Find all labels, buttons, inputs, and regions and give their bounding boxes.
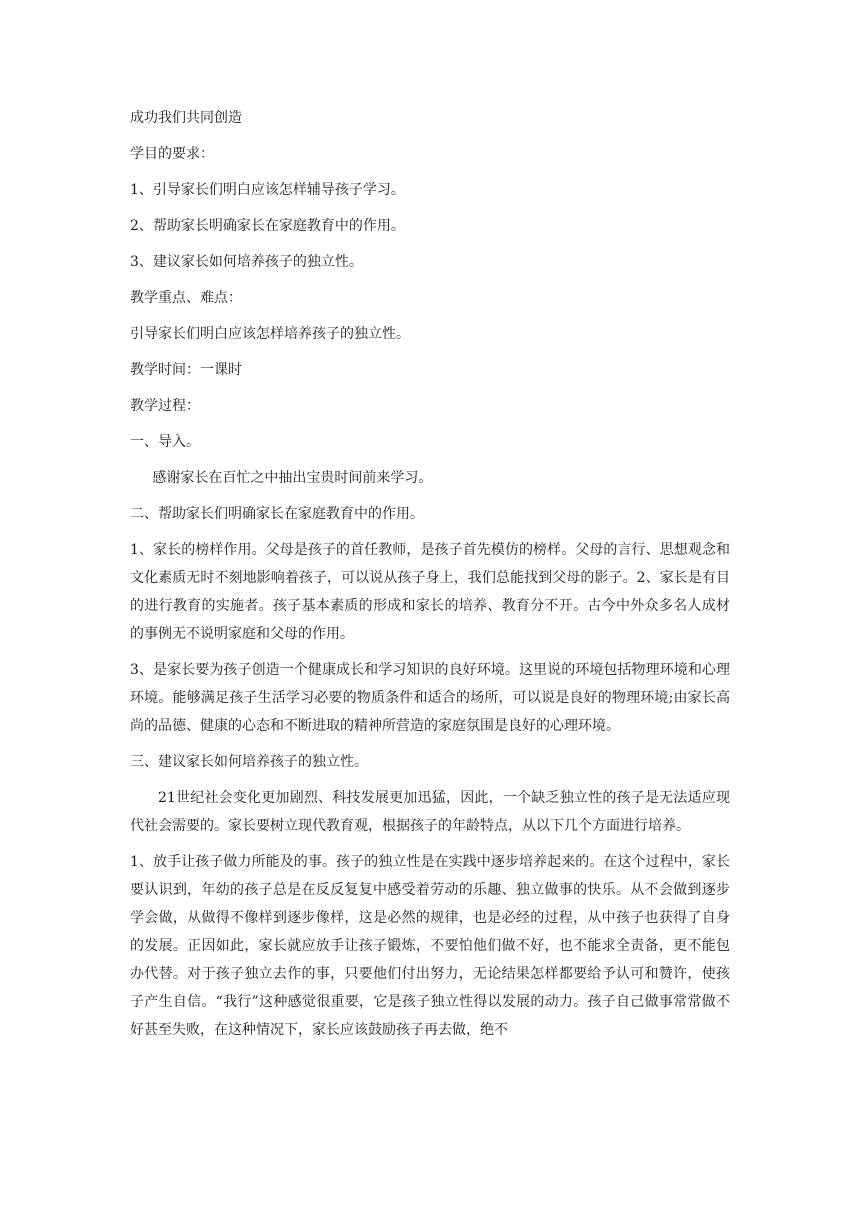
goal-item-1: 1、引导家长们明白应该怎样辅导孩子学习。 [130, 182, 405, 198]
section1-text: 感谢家长在百忙之中抽出宝贵时间前来学习。 [152, 470, 433, 486]
goal-item-3: 3、建议家长如何培养孩子的独立性。 [130, 254, 363, 270]
goals-heading: 学目的要求： [130, 146, 214, 162]
section3-intro: 21世纪社会变化更加剧烈、科技发展更加迅猛，因此，一个缺乏独立性的孩子是无法适应现代社会需要的。家长要树立现代教育观，根据孩子的年龄特点，从以下几个方面进行培养。 [130, 790, 730, 834]
section2-paragraph-2: 3、是家长要为孩子创造一个健康成长和学习知识的良好环境。这里说的环境包括物理环境和心理环境。能够满足孩子生活学习必要的物质条件和适合的场所，可以说是良好的物理环境;由家长高尚的品德、健康的心态和不断进取的精神所营造的家庭氛围是良好的心理环境。 [130, 662, 730, 734]
section2-paragraph-1: 1、家长的榜样作用。父母是孩子的首任教师，是孩子首先模仿的榜样。父母的言行、思想观念和文化素质无时不刻地影响着孩子，可以说从孩子身上，我们总能找到父母的影子。2、家长是有目的进行教育的实施者。孩子基本素质的形成和家长的培养、教育分不开。古今中外众多名人成材的事例无不说明家庭和父母的作用。 [130, 542, 730, 642]
process-heading: 教学过程： [130, 398, 200, 414]
section1-heading: 一、导入。 [130, 434, 200, 450]
focus-heading: 教学重点、难点： [130, 290, 242, 306]
document-page [130, 104, 730, 1052]
goal-item-2: 2、帮助家长明确家长在家庭教育中的作用。 [130, 218, 405, 234]
time-text: 教学时间：一课时 [130, 362, 242, 378]
focus-text: 引导家长们明白应该怎样培养孩子的独立性。 [130, 326, 410, 342]
document-title: 成功我们共同创造 [130, 110, 242, 126]
section3-heading: 三、建议家长如何培养孩子的独立性。 [130, 754, 368, 770]
section3-paragraph-1: 1、放手让孩子做力所能及的事。孩子的独立性是在实践中逐步培养起来的。在这个过程中，家长要认识到，年幼的孩子总是在反反复复中感受着劳动的乐趣、独立做事的快乐。从不会做到逐步学会做，从做得不像样到逐步像样，这是必然的规律，也是必经的过程，从中孩子也获得了自身的发展。正因如此，家长就应放手让孩子锻炼，不要怕他们做不好，也不能求全责备，更不能包办代替。对于孩子独立去作的事，只要他们付出努力，无论结果怎样都要给予认可和赞许，使孩子产生自信。“我行”这种感觉很重要，它是孩子独立性得以发展的动力。孩子自己做事常常做不好甚至失败，在这种情况下，家长应该鼓励孩子再去做，绝不 [130, 854, 730, 1038]
section2-heading: 二、帮助家长们明确家长在家庭教育中的作用。 [130, 506, 424, 522]
